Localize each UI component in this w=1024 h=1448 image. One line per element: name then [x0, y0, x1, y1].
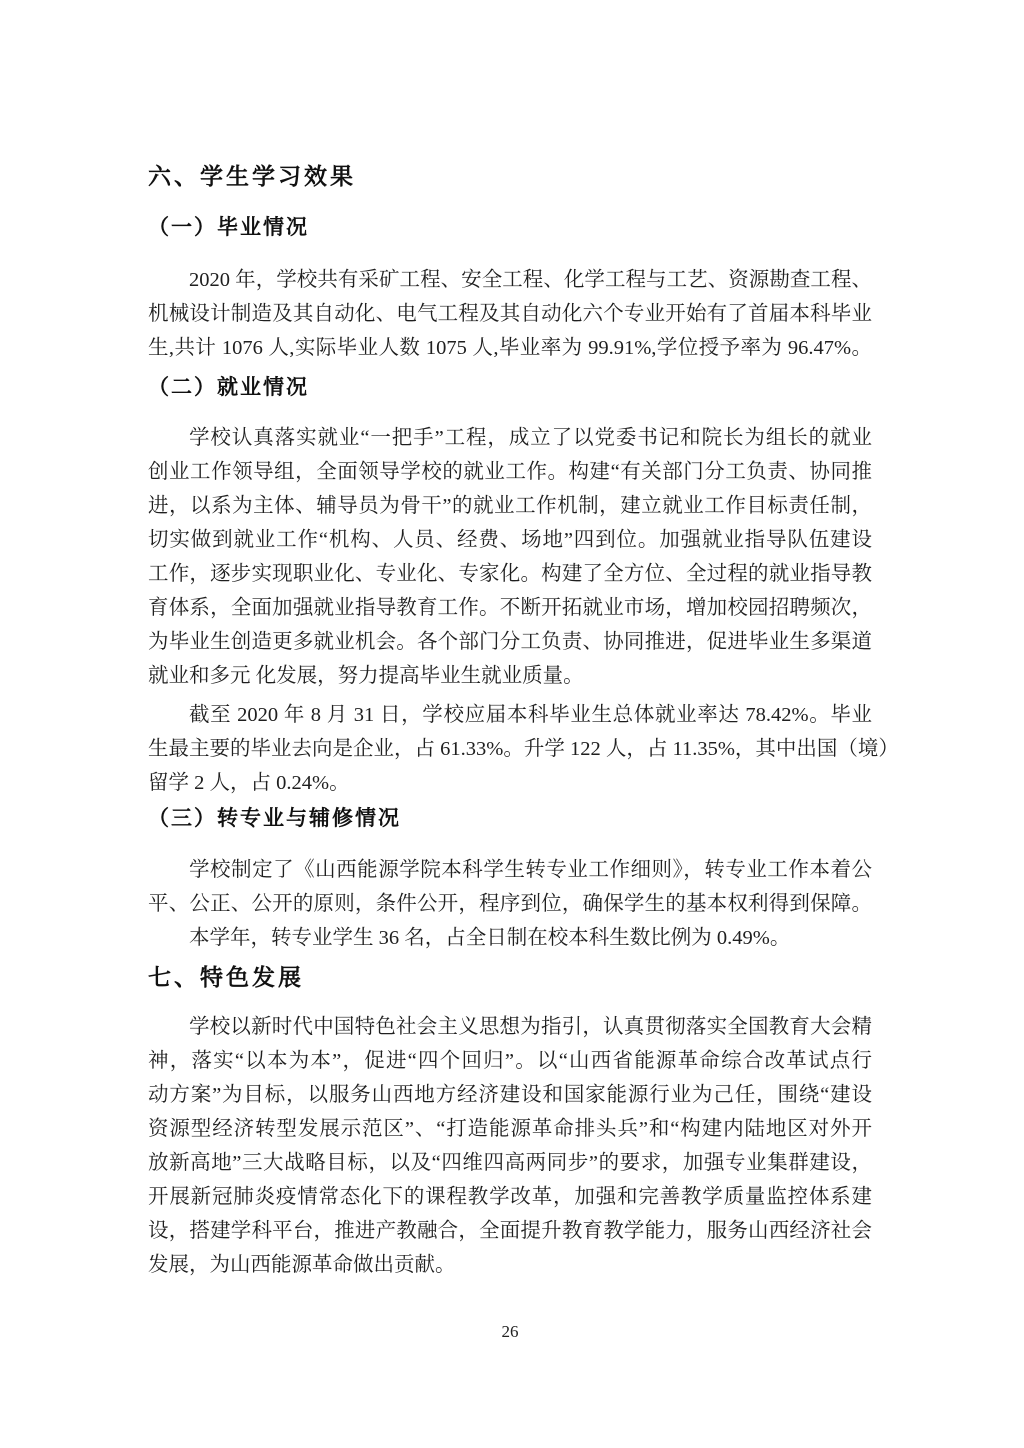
paragraph-employment-measures [148, 421, 872, 693]
paragraph-line: 发展，为山西能源革命做出贡献。 [148, 1254, 456, 1276]
paragraph-line: 截至 2020 年 8 月 31 日，学校应届本科毕业生总体就业率达 78.42%。毕业 [189, 704, 872, 726]
paragraph-line: 留学 2 人，占 0.24%。 [148, 772, 350, 794]
paragraph-employment-stats [148, 698, 899, 800]
subsection-heading-major-transfer: （三）转专业与辅修情况 [148, 806, 401, 830]
page-number: 26 [501, 1322, 519, 1341]
paragraph-line: 2020 年，学校共有采矿工程、安全工程、化学工程与工艺、资源勘查工程、 [189, 269, 872, 291]
paragraph-transfer-policy [148, 853, 872, 921]
paragraph-line: 创业工作领导组，全面领导学校的就业工作。构建“有关部门分工负责、协同推 [148, 461, 872, 483]
paragraph-line: 生,共计 1076 人,实际毕业人数 1075 人,毕业率为 99.91%,学位授予率为 96.47%。 [148, 337, 872, 359]
paragraph-line: 平、公正、公开的原则，条件公开，程序到位，确保学生的基本权利得到保障。 [148, 893, 872, 915]
subsection-heading-employment: （二）就业情况 [148, 375, 309, 399]
paragraph-line: 学校制定了《山西能源学院本科学生转专业工作细则》，转专业工作本着公 [189, 859, 872, 881]
paragraph-line: 生最主要的毕业去向是企业，占 61.33%。升学 122 人，占 11.35%，其中出国（境） [148, 738, 899, 760]
paragraph-line: 为毕业生创造更多就业机会。各个部门分工负责、协同推进，促进毕业生多渠道 [148, 631, 872, 653]
paragraph-graduation [148, 263, 872, 365]
section-heading-6: 六、学生学习效果 [148, 164, 356, 190]
paragraph-line: 育体系，全面加强就业指导教育工作。不断开拓就业市场，增加校园招聘频次， [148, 597, 872, 619]
paragraph-line: 工作，逐步实现职业化、专业化、专家化。构建了全方位、全过程的就业指导教 [148, 563, 872, 585]
paragraph-line: 资源型经济转型发展示范区”、“打造能源革命排头兵”和“构建内陆地区对外开 [148, 1118, 872, 1140]
paragraph-feature-development [148, 1010, 872, 1282]
paragraph-line: 开展新冠肺炎疫情常态化下的课程教学改革，加强和完善教学质量监控体系建 [148, 1186, 872, 1208]
paragraph-line: 切实做到就业工作“机构、人员、经费、场地”四到位。加强就业指导队伍建设 [148, 529, 872, 551]
paragraph-line: 动方案”为目标，以服务山西地方经济建设和国家能源行业为己任，围绕“建设 [148, 1084, 872, 1106]
paragraph-line: 就业和多元 化发展，努力提高毕业生就业质量。 [148, 665, 584, 687]
paragraph-line: 学校以新时代中国特色社会主义思想为指引，认真贯彻落实全国教育大会精 [189, 1016, 872, 1038]
paragraph-line: 神，落实“以本为本”，促进“四个回归”。以“山西省能源革命综合改革试点行 [148, 1050, 872, 1072]
paragraph-line: 本学年，转专业学生 36 名，占全日制在校本科生数比例为 0.49%。 [189, 927, 791, 949]
paragraph-line: 学校认真落实就业“一把手”工程，成立了以党委书记和院长为组长的就业 [189, 427, 872, 449]
paragraph-line: 放新高地”三大战略目标，以及“四维四高两同步”的要求，加强专业集群建设， [148, 1152, 872, 1174]
section-heading-7: 七、特色发展 [148, 965, 304, 991]
paragraph-line: 进，以系为主体、辅导员为骨干”的就业工作机制，建立就业工作目标责任制， [148, 495, 872, 517]
paragraph-line: 机械设计制造及其自动化、电气工程及其自动化六个专业开始有了首届本科毕业 [148, 303, 872, 325]
paragraph-transfer-stats [148, 921, 872, 955]
paragraph-line: 设，搭建学科平台，推进产教融合，全面提升教育教学能力，服务山西经济社会 [148, 1220, 872, 1242]
subsection-heading-graduation: （一）毕业情况 [148, 215, 309, 239]
